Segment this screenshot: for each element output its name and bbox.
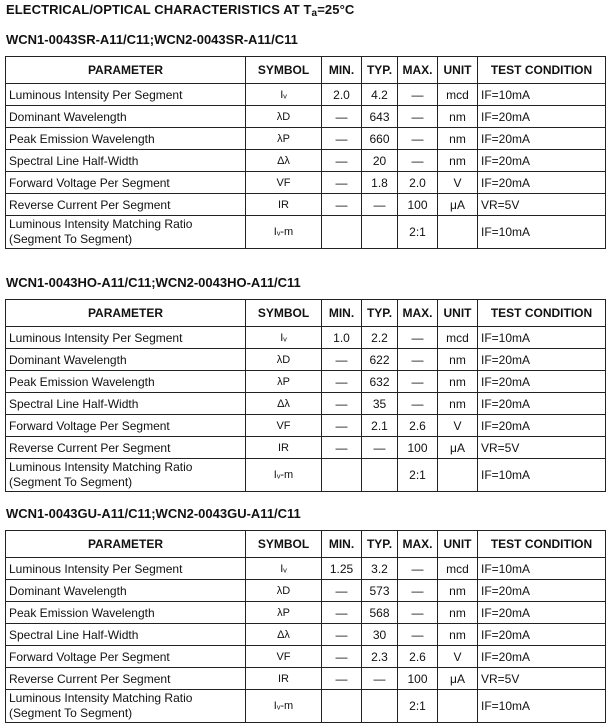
max-cell: —	[398, 602, 438, 624]
max-cell: 100	[398, 437, 438, 459]
unit-cell: nm	[438, 624, 478, 646]
condition-cell: IF=20mA	[478, 602, 606, 624]
unit-cell: nm	[438, 602, 478, 624]
parameter-cell: Reverse Current Per Segment	[6, 668, 246, 690]
table-row	[6, 216, 606, 249]
header-row	[6, 57, 606, 84]
typ-cell: 622	[362, 349, 398, 371]
typ-cell: 632	[362, 371, 398, 393]
unit-cell: nm	[438, 371, 478, 393]
unit-cell: μA	[438, 437, 478, 459]
max-cell: —	[398, 150, 438, 172]
unit-cell: nm	[438, 150, 478, 172]
condition-cell: IF=10mA	[478, 690, 606, 723]
max-cell: 2:1	[398, 459, 438, 492]
min-cell: —	[322, 415, 362, 437]
table-row	[6, 558, 606, 580]
symbol-cell: VF	[246, 172, 322, 194]
min-header: MIN.	[322, 531, 362, 558]
max-cell: —	[398, 128, 438, 150]
max-header: MAX.	[398, 300, 438, 327]
parameter-cell: Spectral Line Half-Width	[6, 624, 246, 646]
typ-cell: 643	[362, 106, 398, 128]
table-row	[6, 84, 606, 106]
symbol-cell: λD	[246, 349, 322, 371]
condition-cell: IF=20mA	[478, 624, 606, 646]
parameter-cell: Luminous Intensity Matching Ratio (Segment To Segment)	[6, 216, 246, 249]
section-title-sr: WCN1-0043SR-A11/C11;WCN2-0043SR-A11/C11	[6, 32, 298, 47]
unit-cell	[438, 216, 478, 249]
max-cell: —	[398, 327, 438, 349]
parameter-cell: Dominant Wavelength	[6, 106, 246, 128]
symbol-header: SYMBOL	[246, 531, 322, 558]
condition-cell: VR=5V	[478, 437, 606, 459]
symbol-cell: VF	[246, 646, 322, 668]
unit-cell: nm	[438, 580, 478, 602]
parameter-cell: Luminous Intensity Matching Ratio (Segment To Segment)	[6, 690, 246, 723]
typ-cell: 30	[362, 624, 398, 646]
symbol-header: SYMBOL	[246, 57, 322, 84]
test-condition-header: TEST CONDITION	[478, 531, 606, 558]
min-cell: —	[322, 393, 362, 415]
page-title-subscript: a	[311, 8, 318, 19]
parameter-cell: Forward Voltage Per Segment	[6, 415, 246, 437]
page-title-suffix: =25°C	[317, 2, 355, 17]
symbol-cell: Iᵥ	[246, 327, 322, 349]
symbol-cell: λD	[246, 106, 322, 128]
page-title-prefix: ELECTRICAL/OPTICAL CHARACTERISTICS AT T	[6, 2, 312, 17]
table-row	[6, 437, 606, 459]
typ-cell: —	[362, 668, 398, 690]
min-cell: —	[322, 602, 362, 624]
max-cell: —	[398, 349, 438, 371]
unit-cell: nm	[438, 128, 478, 150]
max-cell: —	[398, 106, 438, 128]
min-cell: 1.25	[322, 558, 362, 580]
parameter-cell: Forward Voltage Per Segment	[6, 172, 246, 194]
parameter-cell: Forward Voltage Per Segment	[6, 646, 246, 668]
typ-cell	[362, 459, 398, 492]
condition-cell: IF=10mA	[478, 459, 606, 492]
condition-cell: IF=20mA	[478, 349, 606, 371]
typ-cell: 20	[362, 150, 398, 172]
unit-cell: mcd	[438, 558, 478, 580]
parameter-cell: Dominant Wavelength	[6, 349, 246, 371]
max-cell: —	[398, 371, 438, 393]
typ-header: TYP.	[362, 300, 398, 327]
min-cell: —	[322, 624, 362, 646]
condition-cell: IF=10mA	[478, 216, 606, 249]
parameter-cell: Reverse Current Per Segment	[6, 194, 246, 216]
symbol-cell: Δλ	[246, 150, 322, 172]
symbol-cell: IR	[246, 437, 322, 459]
min-cell: —	[322, 172, 362, 194]
unit-header: UNIT	[438, 531, 478, 558]
condition-cell: IF=10mA	[478, 558, 606, 580]
table-row	[6, 415, 606, 437]
typ-cell: 568	[362, 602, 398, 624]
min-cell	[322, 216, 362, 249]
unit-cell: V	[438, 172, 478, 194]
symbol-header: SYMBOL	[246, 300, 322, 327]
typ-cell: —	[362, 194, 398, 216]
spec-table-sr	[5, 56, 606, 249]
min-header: MIN.	[322, 57, 362, 84]
min-cell: 2.0	[322, 84, 362, 106]
table-row	[6, 172, 606, 194]
symbol-cell: Iᵥ	[246, 84, 322, 106]
parameter-header: PARAMETER	[6, 57, 246, 84]
table-row	[6, 624, 606, 646]
unit-header: UNIT	[438, 57, 478, 84]
condition-cell: IF=10mA	[478, 84, 606, 106]
condition-cell: IF=20mA	[478, 128, 606, 150]
typ-cell: —	[362, 437, 398, 459]
parameter-header: PARAMETER	[6, 300, 246, 327]
parameter-cell: Dominant Wavelength	[6, 580, 246, 602]
max-cell: 2.6	[398, 415, 438, 437]
typ-cell: 4.2	[362, 84, 398, 106]
min-cell: —	[322, 371, 362, 393]
condition-cell: IF=20mA	[478, 371, 606, 393]
condition-cell: IF=20mA	[478, 150, 606, 172]
max-cell: 100	[398, 668, 438, 690]
condition-cell: IF=20mA	[478, 415, 606, 437]
spec-table-ho	[5, 299, 606, 492]
symbol-cell: Δλ	[246, 393, 322, 415]
min-cell	[322, 459, 362, 492]
typ-cell: 573	[362, 580, 398, 602]
table-row	[6, 106, 606, 128]
condition-cell: IF=20mA	[478, 393, 606, 415]
parameter-cell: Spectral Line Half-Width	[6, 150, 246, 172]
table-row	[6, 646, 606, 668]
table-row	[6, 602, 606, 624]
table-row	[6, 150, 606, 172]
unit-cell: nm	[438, 393, 478, 415]
condition-cell: IF=20mA	[478, 172, 606, 194]
max-cell: 100	[398, 194, 438, 216]
table-row	[6, 459, 606, 492]
max-cell: 2.6	[398, 646, 438, 668]
condition-cell: VR=5V	[478, 194, 606, 216]
typ-header: TYP.	[362, 57, 398, 84]
typ-header: TYP.	[362, 531, 398, 558]
symbol-cell: λD	[246, 580, 322, 602]
table-row	[6, 327, 606, 349]
typ-cell: 660	[362, 128, 398, 150]
typ-cell: 2.1	[362, 415, 398, 437]
symbol-cell: Iᵥ-m	[246, 216, 322, 249]
parameter-cell: Peak Emission Wavelength	[6, 602, 246, 624]
max-header: MAX.	[398, 531, 438, 558]
unit-cell	[438, 459, 478, 492]
unit-cell: mcd	[438, 84, 478, 106]
min-cell: 1.0	[322, 327, 362, 349]
parameter-header: PARAMETER	[6, 531, 246, 558]
min-cell: —	[322, 437, 362, 459]
spec-table-gu	[5, 530, 606, 723]
max-cell: 2:1	[398, 690, 438, 723]
min-header: MIN.	[322, 300, 362, 327]
max-cell: 2:1	[398, 216, 438, 249]
unit-cell: nm	[438, 106, 478, 128]
min-cell: —	[322, 106, 362, 128]
parameter-cell: Luminous Intensity Per Segment	[6, 327, 246, 349]
header-row	[6, 531, 606, 558]
page-title	[6, 2, 354, 17]
unit-cell: V	[438, 415, 478, 437]
symbol-cell: Iᵥ	[246, 558, 322, 580]
table-row	[6, 128, 606, 150]
symbol-cell: λP	[246, 128, 322, 150]
typ-cell: 2.3	[362, 646, 398, 668]
test-condition-header: TEST CONDITION	[478, 57, 606, 84]
symbol-cell: Iᵥ-m	[246, 459, 322, 492]
table-row	[6, 194, 606, 216]
max-cell: —	[398, 580, 438, 602]
min-cell: —	[322, 580, 362, 602]
min-cell: —	[322, 194, 362, 216]
max-cell: —	[398, 84, 438, 106]
symbol-cell: λP	[246, 602, 322, 624]
parameter-cell: Luminous Intensity Per Segment	[6, 558, 246, 580]
max-cell: —	[398, 558, 438, 580]
min-cell: —	[322, 128, 362, 150]
symbol-cell: IR	[246, 668, 322, 690]
parameter-cell: Peak Emission Wavelength	[6, 371, 246, 393]
table-row	[6, 580, 606, 602]
max-cell: 2.0	[398, 172, 438, 194]
symbol-cell: Iᵥ-m	[246, 690, 322, 723]
symbol-cell: λP	[246, 371, 322, 393]
max-cell: —	[398, 624, 438, 646]
parameter-cell: Spectral Line Half-Width	[6, 393, 246, 415]
condition-cell: VR=5V	[478, 668, 606, 690]
table-row	[6, 668, 606, 690]
typ-cell: 2.2	[362, 327, 398, 349]
condition-cell: IF=20mA	[478, 106, 606, 128]
typ-cell: 3.2	[362, 558, 398, 580]
condition-cell: IF=20mA	[478, 646, 606, 668]
table-row	[6, 371, 606, 393]
unit-cell: μA	[438, 194, 478, 216]
parameter-cell: Luminous Intensity Matching Ratio (Segment To Segment)	[6, 459, 246, 492]
min-cell: —	[322, 150, 362, 172]
section-title-ho: WCN1-0043HO-A11/C11;WCN2-0043HO-A11/C11	[6, 275, 301, 290]
condition-cell: IF=20mA	[478, 580, 606, 602]
unit-cell: mcd	[438, 327, 478, 349]
test-condition-header: TEST CONDITION	[478, 300, 606, 327]
header-row	[6, 300, 606, 327]
min-cell: —	[322, 349, 362, 371]
symbol-cell: Δλ	[246, 624, 322, 646]
symbol-cell: IR	[246, 194, 322, 216]
symbol-cell: VF	[246, 415, 322, 437]
condition-cell: IF=10mA	[478, 327, 606, 349]
min-cell: —	[322, 646, 362, 668]
unit-header: UNIT	[438, 300, 478, 327]
max-header: MAX.	[398, 57, 438, 84]
parameter-cell: Reverse Current Per Segment	[6, 437, 246, 459]
unit-cell: nm	[438, 349, 478, 371]
unit-cell: μA	[438, 668, 478, 690]
min-cell: —	[322, 668, 362, 690]
typ-cell: 35	[362, 393, 398, 415]
max-cell: —	[398, 393, 438, 415]
typ-cell: 1.8	[362, 172, 398, 194]
parameter-cell: Peak Emission Wavelength	[6, 128, 246, 150]
typ-cell	[362, 216, 398, 249]
table-row	[6, 349, 606, 371]
table-row	[6, 393, 606, 415]
section-title-gu: WCN1-0043GU-A11/C11;WCN2-0043GU-A11/C11	[6, 506, 301, 521]
parameter-cell: Luminous Intensity Per Segment	[6, 84, 246, 106]
unit-cell: V	[438, 646, 478, 668]
